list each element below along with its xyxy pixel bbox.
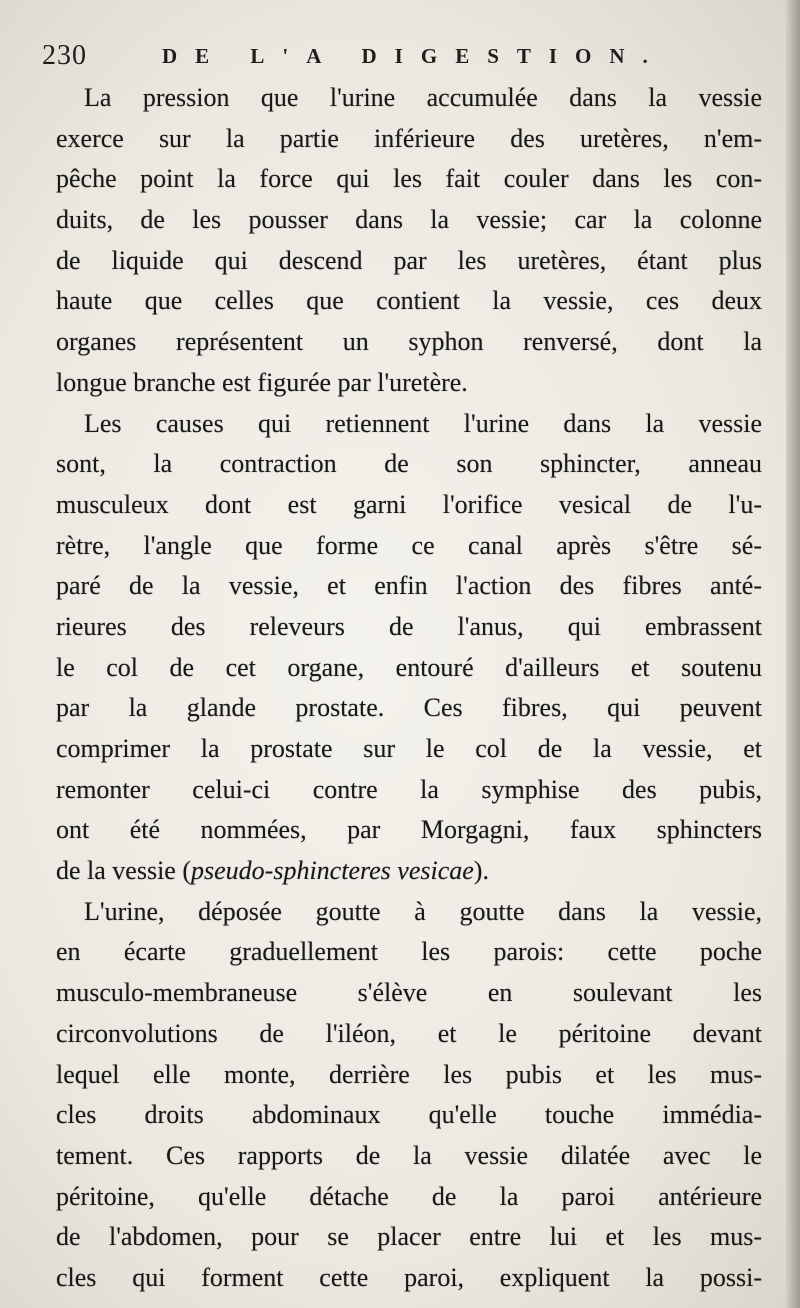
- text-line: longue branche est figurée par l'uretère.: [56, 367, 468, 397]
- text-line: La pression que l'urine accumulée dans la vessie: [84, 83, 762, 112]
- text-line: L'urine, déposée goutte à goutte dans la vessie,: [84, 896, 762, 926]
- text-line: lequel elle monte, derrière les pubis et les mus-: [56, 1059, 762, 1089]
- text-line: circonvolutions de l'iléon, et le péritoine devant: [56, 1018, 762, 1048]
- text-line: remonter celui-ci contre la symphise des pubis,: [56, 774, 762, 804]
- text-line: le col de cet organe, entouré d'ailleurs et soutenu: [56, 652, 762, 682]
- text-line: organes représentent un syphon renversé, dont la: [56, 327, 762, 357]
- text-line: en écarte graduellement les parois: cette poche: [56, 937, 762, 967]
- running-head: DE L'A DIGESTION.: [162, 44, 666, 68]
- text-line: musculeux dont est garni l'orifice vesical de l'u-: [56, 489, 762, 519]
- italic-latin-term: pseudo-sphincteres vesicae: [191, 856, 474, 886]
- text-line: cles droits abdominaux qu'elle touche immédia-: [56, 1100, 762, 1130]
- text-fragment: de la vessie (: [56, 856, 192, 886]
- body-text: [56, 78, 762, 1299]
- text-line: par la glande prostate. Ces fibres, qui peuvent: [56, 693, 762, 723]
- text-line: tement. Ces rapports de la vessie dilatée avec le: [56, 1140, 762, 1170]
- text-line: de liquide qui descend par les uretères, étant plus: [56, 245, 762, 275]
- text-line: sont, la contraction de son sphincter, anneau: [56, 449, 762, 479]
- text-line: [56, 851, 762, 892]
- text-line: cles qui forment cette paroi, expliquent la possi-: [56, 1262, 762, 1292]
- text-line: musculo-membraneuse s'élève en soulevant les: [56, 978, 762, 1008]
- page-edge-shadow: [786, 0, 800, 1308]
- text-line: comprimer la prostate sur le col de la vessie, et: [56, 734, 762, 763]
- text-fragment: ).: [473, 856, 489, 886]
- text-line: rieures des releveurs de l'anus, qui embrassent: [56, 611, 762, 641]
- text-line: haute que celles que contient la vessie, ces deux: [56, 286, 762, 316]
- text-line: duits, de les pousser dans la vessie; car la colonne: [56, 205, 762, 235]
- page-header: [42, 38, 742, 78]
- text-line: pêche point la force qui les fait couler dans les con-: [56, 164, 762, 194]
- text-line: Les causes qui retiennent l'urine dans la vessie: [84, 408, 762, 438]
- text-line: de l'abdomen, pour se placer entre lui et les mus-: [56, 1222, 762, 1252]
- text-line: rètre, l'angle que forme ce canal après s'être sé-: [56, 530, 762, 560]
- page-number: 230: [42, 40, 87, 71]
- text-line: paré de la vessie, et enfin l'action des fibres anté-: [56, 571, 762, 601]
- text-line: exerce sur la partie inférieure des uretères, n'em-: [56, 123, 762, 153]
- text-line: péritoine, qu'elle détache de la paroi antérieure: [56, 1181, 762, 1211]
- text-line: ont été nommées, par Morgagni, faux sphincters: [56, 815, 762, 845]
